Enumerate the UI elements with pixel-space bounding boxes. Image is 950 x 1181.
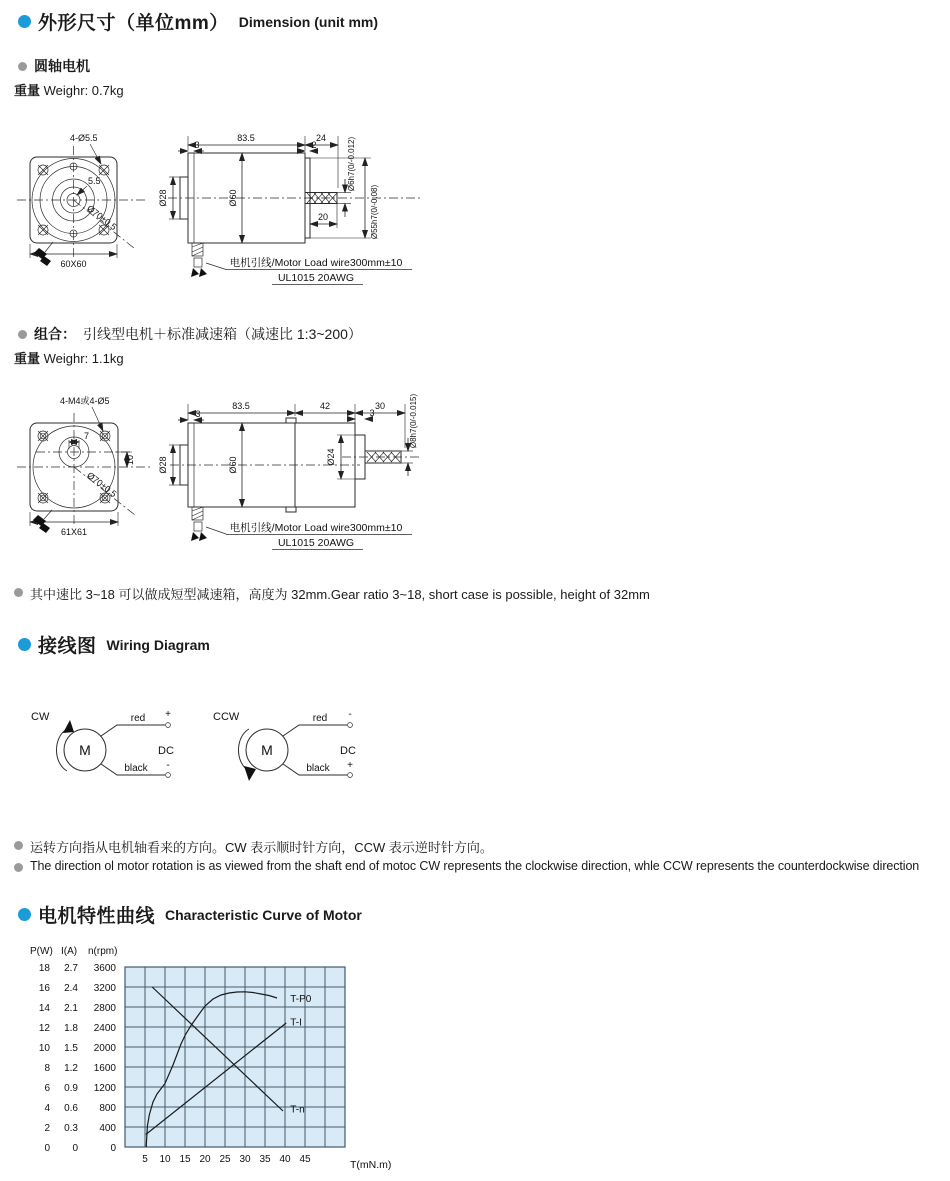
- ccw-red-wire-label: red: [312, 713, 328, 724]
- cw-red-wire-label: red: [130, 713, 146, 724]
- ccw-black-wire-label: black: [306, 763, 330, 774]
- x-tick: 5: [142, 1154, 148, 1165]
- axis-tick: 0.6: [64, 1103, 78, 1114]
- d1-body-length: 83.5: [237, 133, 255, 143]
- d1-front-step: 3: [194, 140, 200, 150]
- cw-black-wire-label: black: [124, 763, 148, 774]
- d2-wire-note-line1: 电机引线/Motor Load wire300mm±10: [229, 522, 403, 534]
- axis-tick: 2: [44, 1123, 50, 1134]
- d1-hub-dim: 5.5: [88, 176, 101, 186]
- axis-tick: 1200: [93, 1083, 116, 1094]
- cw-label: CW: [31, 711, 50, 723]
- axis-tick: 2.1: [64, 1003, 78, 1014]
- note-bullet-icon: [14, 841, 23, 850]
- round-shaft-heading: [18, 56, 90, 76]
- d2-gear-length: 42: [319, 401, 331, 411]
- x-tick: 35: [259, 1154, 271, 1165]
- d2-shaft-dia: Ø8h7(0/-0.015): [409, 393, 418, 449]
- wiring-note-zh-text: 运转方向指从电机轴看来的方向。CW 表示顺时针方向，CCW 表示逆时针方向。: [30, 840, 493, 855]
- characteristic-curve-chart: [28, 940, 428, 1181]
- axis-tick: 0.3: [64, 1123, 78, 1134]
- weight-label: 重量: [14, 83, 41, 98]
- axis-tick: 8: [44, 1063, 50, 1074]
- axis-tick: 16: [38, 983, 50, 994]
- x-tick: 25: [219, 1154, 231, 1165]
- axis-tick: 800: [99, 1103, 116, 1114]
- d1-rear-step: 2: [311, 140, 317, 150]
- axis-tick: 10: [38, 1043, 50, 1054]
- d2-wire-stub: [191, 507, 207, 541]
- axis-tick: 0.9: [64, 1083, 78, 1094]
- cw-bottom-terminal-sign: -: [166, 760, 170, 771]
- combo-label-bold: 组合：: [34, 326, 76, 342]
- weight-value: Weighr: 1.1kg: [43, 351, 124, 366]
- d2-out-dia: Ø24: [326, 448, 336, 466]
- d2-side-view: [158, 394, 420, 550]
- axis-tick: 4: [44, 1103, 50, 1114]
- wiring-note-zh: [14, 837, 939, 856]
- d2-body-dia: Ø60: [228, 456, 238, 474]
- x-tick: 45: [299, 1154, 311, 1165]
- ccw-bottom-terminal-sign: +: [347, 760, 353, 771]
- curve-title-en: Characteristic Curve of Motor: [165, 906, 362, 923]
- d2-out-step: 3: [369, 408, 375, 418]
- d2-offset-dim: 10: [125, 454, 135, 466]
- d2-out-length: 30: [374, 401, 386, 411]
- series-label-T-n: T-n: [290, 1104, 305, 1116]
- x-tick: 30: [239, 1154, 251, 1165]
- cw-rotation-arrow-icon: [63, 720, 74, 733]
- d1-square-label: 60X60: [60, 259, 87, 269]
- section-wiring-header: [18, 631, 210, 658]
- cw-top-terminal-sign: +: [165, 709, 171, 720]
- wiring-diagram-cw: [25, 703, 200, 788]
- d2-boss-dia: Ø28: [158, 456, 168, 474]
- axis-header: I(A): [61, 946, 78, 957]
- combo-weight: [14, 348, 124, 367]
- d1-bolt-circle-label: Ø70±0.5: [85, 203, 119, 233]
- axis-tick: 0: [72, 1143, 78, 1154]
- axis-tick: 400: [99, 1123, 116, 1134]
- section-bullet-icon: [18, 908, 31, 921]
- axis-tick: 6: [44, 1083, 50, 1094]
- sub-bullet-icon: [18, 62, 27, 71]
- cw-motor-symbol: M: [79, 742, 91, 758]
- section-bullet-icon: [18, 638, 31, 651]
- d2-holes-label: 4-M4或4-Ø5: [60, 396, 110, 406]
- d1-shaft-length: 20: [317, 212, 329, 222]
- axis-tick: 2400: [93, 1023, 116, 1034]
- axis-tick: 12: [38, 1023, 50, 1034]
- x-axis-label: T(mN.m): [350, 1159, 392, 1171]
- ccw-label: CCW: [213, 711, 240, 723]
- d2-hub-dim: 7: [84, 431, 90, 441]
- weight-label: 重量: [14, 351, 41, 366]
- wiring-title-en: Wiring Diagram: [106, 636, 210, 653]
- wiring-note-en-text: The direction ol motor rotation is as viewed from the shaft end of motoc CW represents the clockwise direction, whle CCW represents the counterdockwise direction: [30, 859, 920, 873]
- d2-wire-note-line2: UL1015 20AWG: [277, 537, 355, 549]
- round-shaft-weight: [14, 80, 124, 99]
- axis-tick: 0: [44, 1143, 50, 1154]
- x-tick: 15: [179, 1154, 191, 1165]
- combo-heading: [18, 324, 362, 344]
- axis-tick: 1.8: [64, 1023, 78, 1034]
- curve-title-zh: 电机特性曲线: [38, 906, 156, 927]
- series-label-T-P0: T-P0: [290, 994, 312, 1005]
- note-bullet-icon: [14, 588, 23, 597]
- d2-body-length: 83.5: [232, 401, 250, 411]
- axis-tick: 1600: [93, 1063, 116, 1074]
- d2-bolt-circle-label: Ø70±0.5: [85, 470, 119, 500]
- axis-tick: 14: [38, 1003, 50, 1014]
- cw-dc-label: DC: [158, 745, 174, 757]
- d1-side-view: [158, 133, 420, 285]
- axis-tick: 3200: [93, 983, 116, 994]
- d2-front-wire-icon: [33, 510, 52, 533]
- d1-shaft-dia: Ø6h7(0/-0.012): [347, 136, 356, 192]
- d1-body-dia: Ø60: [228, 189, 238, 207]
- axis-tick: 0: [110, 1143, 116, 1154]
- plot-background: [125, 967, 345, 1147]
- axis-tick: 1.2: [64, 1063, 78, 1074]
- ccw-top-terminal-sign: -: [348, 709, 352, 720]
- d1-holes-label: 4-Ø5.5: [70, 133, 98, 143]
- round-shaft-label: 圆轴电机: [34, 58, 90, 74]
- axis-tick: 2000: [93, 1043, 116, 1054]
- dimension-title-zh: 外形尺寸（单位mm）: [38, 13, 229, 34]
- ccw-motor-symbol: M: [261, 742, 273, 758]
- d1-wire-stub: [191, 243, 207, 277]
- x-tick: 20: [199, 1154, 211, 1165]
- section-curve-header: [18, 901, 362, 928]
- axis-header: P(W): [30, 946, 53, 957]
- note-bullet-icon: [14, 863, 23, 872]
- axis-tick: 18: [38, 963, 50, 974]
- x-tick: 10: [159, 1154, 171, 1165]
- ccw-dc-label: DC: [340, 745, 356, 757]
- d1-wire-note-line1: 电机引线/Motor Load wire300mm±10: [229, 257, 403, 269]
- d2-front-view: [17, 395, 150, 537]
- d1-boss-dia: Ø28: [158, 189, 168, 207]
- section-dimension-header: [18, 8, 378, 35]
- series-label-T-I: T-I: [290, 1017, 302, 1029]
- axis-tick: 2.4: [64, 983, 78, 994]
- wiring-note-en: [14, 859, 939, 873]
- axis-tick: 3600: [93, 963, 116, 974]
- short-case-note: [14, 584, 939, 603]
- axis-tick: 1.5: [64, 1043, 78, 1054]
- d1-wire-note-line2: UL1015 20AWG: [277, 272, 355, 284]
- dimension-title-en: Dimension (unit mm): [238, 13, 379, 30]
- weight-value: Weighr: 0.7kg: [43, 83, 124, 98]
- d2-square-label: 61X61: [60, 527, 88, 537]
- combo-label-rest: 引线型电机＋标准减速箱（减速比 1:3~200）: [83, 326, 362, 342]
- d1-rear-length: 24: [315, 133, 327, 143]
- axis-tick: 2.7: [64, 963, 78, 974]
- d1-front-view: [17, 133, 148, 269]
- short-case-note-text: 其中速比 3~18 可以做成短型减速箱，高度为 32mm.Gear ratio 3~18, short case is possible, height of 32mm: [30, 587, 650, 602]
- d1-rear-dia: Ø55h7(0/-0.08): [370, 184, 379, 240]
- drawing-round-shaft-motor: [20, 120, 440, 298]
- section-bullet-icon: [18, 15, 31, 28]
- ccw-rotation-arrow-icon: [244, 766, 256, 781]
- drawing-gearmotor: [20, 383, 480, 573]
- wiring-title-zh: 接线图: [38, 636, 97, 657]
- sub-bullet-icon: [18, 330, 27, 339]
- axis-tick: 2800: [93, 1003, 116, 1014]
- d2-front-step: 3: [195, 409, 201, 419]
- axis-header: n(rpm): [88, 946, 118, 957]
- wiring-diagram-ccw: [207, 703, 382, 788]
- x-tick: 40: [279, 1154, 291, 1165]
